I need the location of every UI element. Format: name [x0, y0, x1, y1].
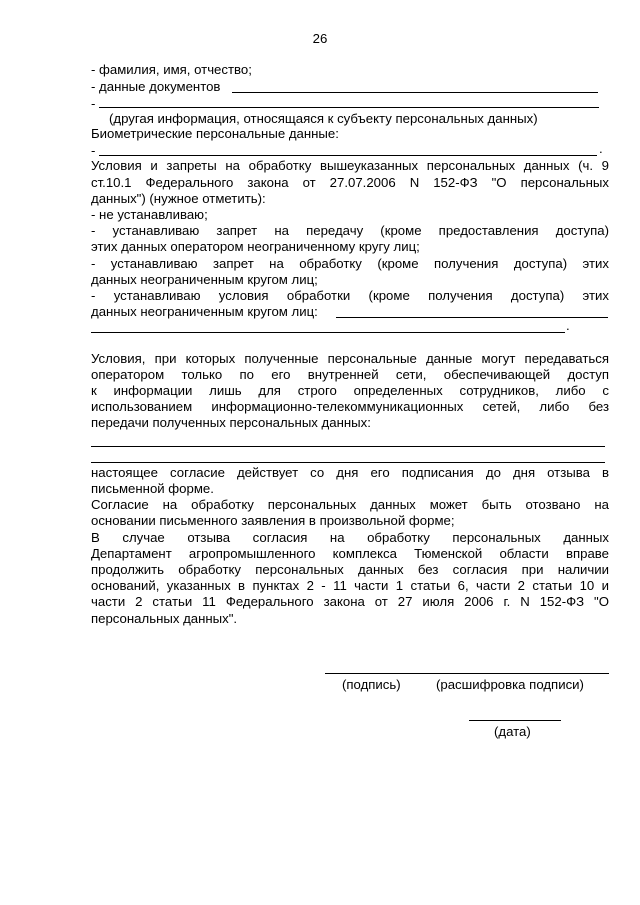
biometric-blank-line — [99, 155, 597, 156]
item-other-dash: - — [91, 96, 96, 111]
signature-decode-label: (расшифровка подписи) — [436, 677, 584, 692]
conditions-blank-line-2 — [91, 332, 565, 333]
withdrawal-line-1: В случае отзыва согласия на обработку персональных данных — [91, 530, 609, 545]
transfer-line-4: использованием информационно-телекоммуникационных сетей, либо без — [91, 399, 609, 414]
biometric-dash: - — [91, 143, 96, 158]
signature-blank-line — [325, 673, 609, 674]
biometric-heading: Биометрические персональные данные: — [91, 126, 339, 141]
conditions-line-3: данных") (нужное отметить): — [91, 191, 266, 206]
option-not-set: - не устанавливаю; — [91, 207, 208, 222]
signature-label: (подпись) — [342, 677, 401, 692]
other-info-blank-line — [99, 107, 599, 108]
transfer-blank-line-1 — [91, 446, 605, 447]
withdrawal-line-5: части 2 статьи 11 Федерального закона от 27 июля 2006 г. N 152-ФЗ "О — [91, 594, 609, 609]
withdrawal-line-6: персональных данных". — [91, 611, 238, 626]
conditions-period: . — [566, 318, 570, 333]
validity-line-1: настоящее согласие действует со дня его подписания до дня отзыва в — [91, 465, 609, 480]
page-number: 26 — [312, 31, 328, 46]
option-conditions-2: данных неограниченным кругом лиц: — [91, 304, 318, 319]
validity-line-2: письменной форме. — [91, 481, 214, 496]
conditions-line-1: Условия и запреты на обработку вышеуказанных персональных данных (ч. 9 — [91, 158, 609, 173]
transfer-line-3: к информации лишь для строго определенных сотрудников, либо с — [91, 383, 609, 398]
revocation-line-2: основании письменного заявления в произвольной форме; — [91, 513, 455, 528]
documents-blank-line — [232, 92, 598, 93]
transfer-line-5: передачи полученных персональных данных: — [91, 415, 371, 430]
date-label: (дата) — [494, 724, 531, 739]
item-full-name: - фамилия, имя, отчество; — [91, 62, 252, 77]
withdrawal-line-3: продолжить обработку персональных данных без согласия при наличии — [91, 562, 609, 577]
transfer-line-1: Условия, при которых полученные персональные данные могут передаваться — [91, 351, 609, 366]
other-info-caption: (другая информация, относящаяся к субъекту персональных данных) — [109, 111, 538, 126]
date-blank-line — [469, 720, 561, 721]
biometric-period: . — [599, 141, 603, 156]
option-transfer-ban-2: этих данных оператором неограниченному кругу лиц; — [91, 239, 420, 254]
transfer-blank-line-2 — [91, 462, 605, 463]
option-transfer-ban-1: - устанавливаю запрет на передачу (кроме предоставления доступа) — [91, 223, 609, 238]
option-conditions-1: - устанавливаю условия обработки (кроме получения доступа) этих — [91, 288, 609, 303]
revocation-line-1: Согласие на обработку персональных данных может быть отозвано на — [91, 497, 609, 512]
withdrawal-line-4: оснований, указанных в пунктах 2 - 11 части 1 статьи 6, части 2 статьи 10 и — [91, 578, 609, 593]
conditions-line-2: ст.10.1 Федерального закона от 27.07.2006 N 152-ФЗ "О персональных — [91, 175, 609, 190]
option-processing-ban-2: данных неограниченным кругом лиц; — [91, 272, 318, 287]
item-documents: - данные документов — [91, 79, 221, 94]
withdrawal-line-2: Департамент агропромышленного комплекса Тюменской области вправе — [91, 546, 609, 561]
transfer-line-2: оператором только по его внутренней сети, обеспечивающей доступ — [91, 367, 609, 382]
option-processing-ban-1: - устанавливаю запрет на обработку (кроме получения доступа) этих — [91, 256, 609, 271]
